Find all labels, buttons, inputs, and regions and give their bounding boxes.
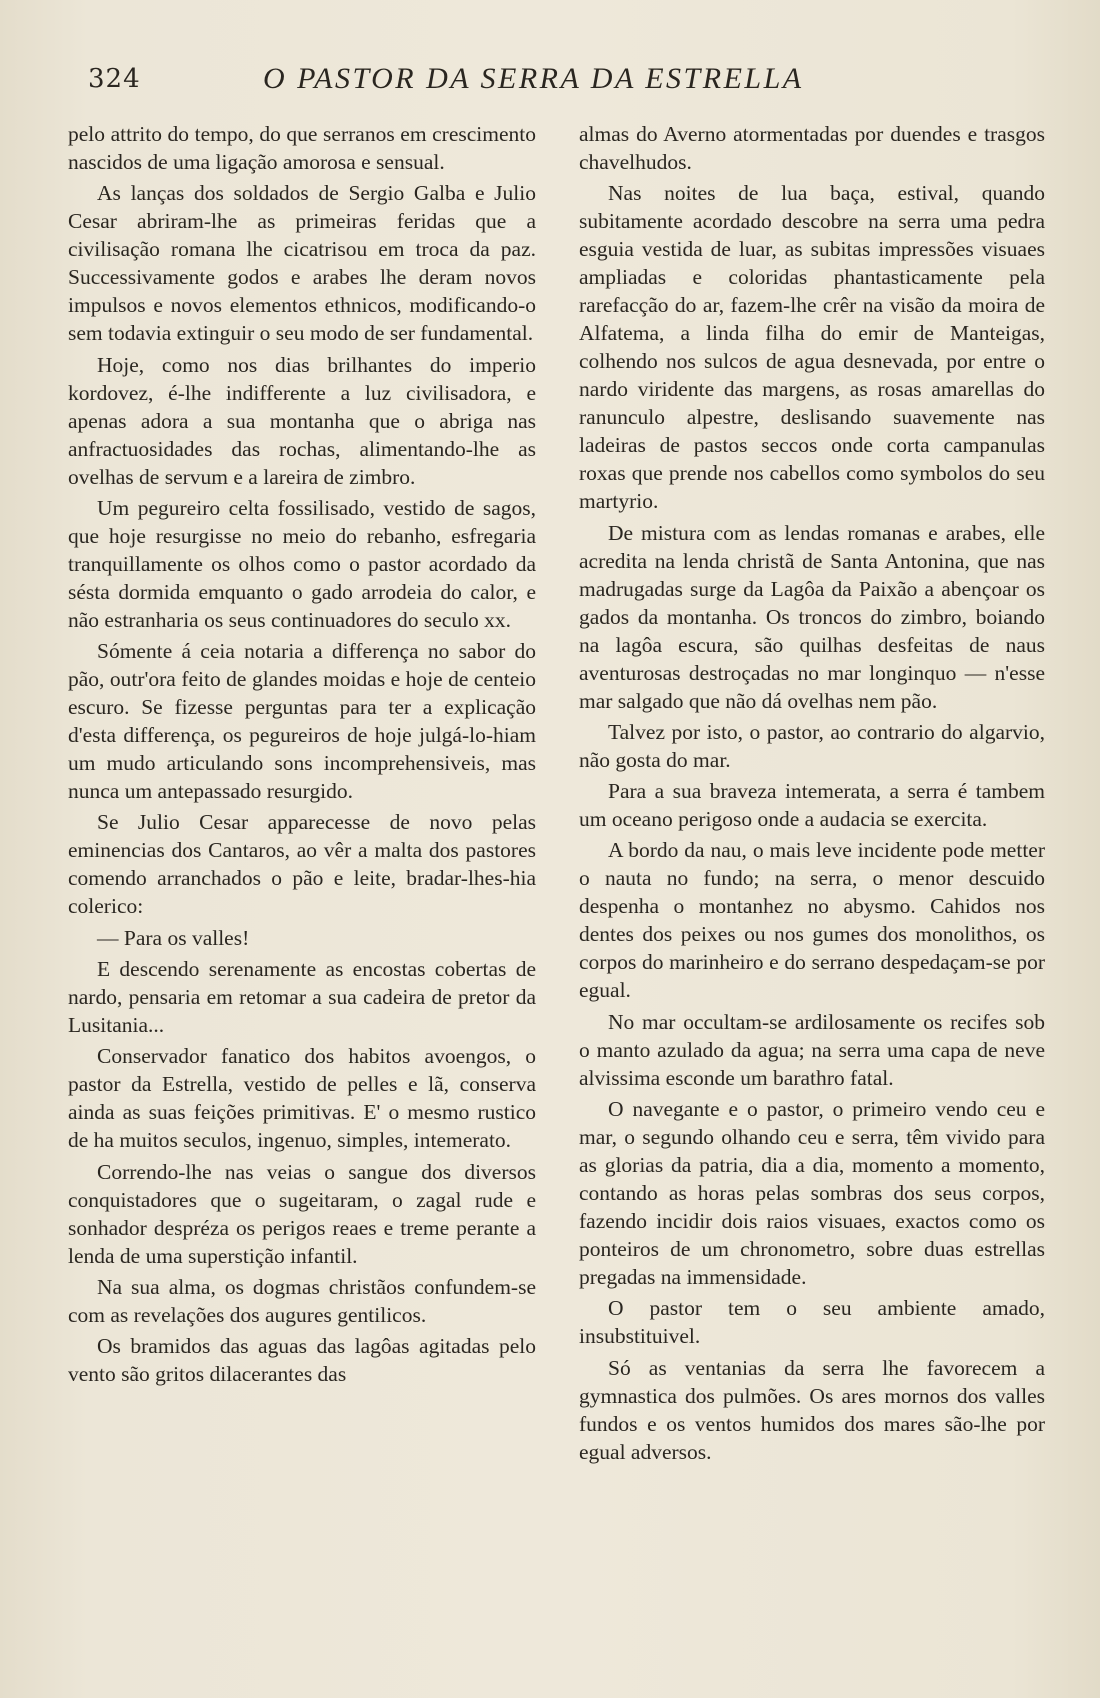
paragraph: Nas noites de lua baça, estival, quando subitamente acordado descobre na serra uma pedra esguia vestida de luar, as subitas impressões visuaes ampliadas e coloridas phantasticamente pela rarefacção do ar, fazem-lhe crêr na visão da moira de Alfatema, a linda filha do emir de Manteigas, colhendo nos sulcos de agua desnevada, por entre o nardo viridente das margens, as rosas amarellas do ranunculo alpestre, deslisando suavemente nas ladeiras de pastos seccos onde corta campanulas roxas que prende nos cabellos como symbolos do seu martyrio. <box>579 181 1045 514</box>
paragraph: E descendo serenamente as encostas cobertas de nardo, pensaria em retomar a sua cadeira de pretor da Lusitania... <box>68 957 536 1038</box>
paragraph: Um pegureiro celta fossilisado, vestido de sagos, que hoje resurgisse no meio do rebanho, esfregaria tranquillamente os olhos como o pastor acordado da sésta dormida emquanto o gado arrodeia do calor, e não estranharia os seus continuadores do seculo xx. <box>68 495 536 632</box>
page-header <box>88 58 1040 98</box>
left-column <box>68 120 536 1388</box>
paragraph: A bordo da nau, o mais leve incidente pode metter o nauta no fundo; na serra, o menor descuido despenha o montanhez no abysmo. Cahidos nos dentes dos peixes ou nos gumes dos monolithos, os corpos do marinheiro e do serrano despedaçam-se por egual. <box>579 838 1045 1003</box>
running-title: O PASTOR DA SERRA DA ESTRELLA <box>263 62 804 95</box>
paragraph: Conservador fanatico dos habitos avoengos, o pastor da Estrella, vestido de pelles e lã, conserva ainda as suas feições primitivas. E' o mesmo rustico de ha muitos seculos, ingenuo, simples, intemerato. <box>68 1044 536 1153</box>
paragraph: almas do Averno atormentadas por duendes e trasgos chavelhudos. <box>579 122 1045 174</box>
paragraph: Os bramidos das aguas das lagôas agitadas pelo vento são gritos dilacerantes das <box>68 1334 536 1387</box>
paragraph: Só as ventanias da serra lhe favorecem a gymnastica dos pulmões. Os ares mornos dos valles fundos e os ventos humidos dos mares são-lhe por egual adversos. <box>579 1355 1045 1464</box>
paragraph: As lanças dos soldados de Sergio Galba e Julio Cesar abriram-lhe as primeiras feridas que a civilisação romana lhe cicatrisou em troca da paz. Successivamente godos e arabes lhe deram novos impulsos e novos elementos ethnicos, modificando-o sem todavia extinguir o seu modo de ser fundamental. <box>68 181 536 346</box>
paragraph: Talvez por isto, o pastor, ao contrario do algarvio, não gosta do mar. <box>579 719 1045 772</box>
paragraph: Sómente á ceia notaria a differença no sabor do pão, outr'ora feito de glandes moidas e hoje de centeio escuro. Se fizesse perguntas para ter a explicação d'esta differença, os pegureiros de hoje julgá-lo-hiam um mudo articulando sons incomprehensiveis, mas nunca um antepassado resurgido. <box>68 639 536 804</box>
paragraph: pelo attrito do tempo, do que serranos em crescimento nascidos de uma ligação amorosa e sensual. <box>68 122 536 174</box>
paragraph: Hoje, como nos dias brilhantes do imperio kordovez, é-lhe indifferente a luz civilisadora, e apenas adora a sua montanha que o abriga nas anfractuosidades das rochas, alimentando-lhe as ovelhas de servum e a lareira de zimbro. <box>68 352 536 489</box>
paragraph: Para a sua braveza intemerata, a serra é tambem um oceano perigoso onde a audacia se exercita. <box>579 779 1045 832</box>
paragraph: Se Julio Cesar apparecesse de novo pelas eminencias dos Cantaros, ao vêr a malta dos pastores comendo arranchados o pão e leite, bradar-lhes-hia colerico: <box>68 810 536 919</box>
paragraph: Na sua alma, os dogmas christãos confundem-se com as revelações dos augures gentilicos. <box>68 1274 536 1327</box>
dialogue-line: — Para os valles! <box>97 925 250 950</box>
page-number: 324 <box>88 64 141 94</box>
paragraph: O pastor tem o seu ambiente amado, insubstituivel. <box>579 1296 1045 1349</box>
paragraph: De mistura com as lendas romanas e arabes, elle acredita na lenda christã de Santa Antonina, que nas madrugadas surge da Lagôa da Paixão a abençoar os gados da montanha. Os troncos do zimbro, boiando na lagôa escura, são quilhas desfeitas de naus aventurosas destroçadas no mar longinquo — n'esse mar salgado que não dá ovelhas nem pão. <box>579 520 1045 713</box>
paragraph: Correndo-lhe nas veias o sangue dos diversos conquistadores que o sugeitaram, o zagal rude e sonhador despréza os perigos reaes e treme perante a lenda de uma superstição infantil. <box>68 1159 536 1268</box>
paragraph: No mar occultam-se ardilosamente os recifes sob o manto azulado da agua; na serra uma capa de neve alvissima esconde um barathro fatal. <box>579 1009 1045 1090</box>
right-column <box>579 120 1045 1466</box>
paragraph: O navegante e o pastor, o primeiro vendo ceu e mar, o segundo olhando ceu e serra, têm vivido para as glorias da patria, dia a dia, momento a momento, contando as horas pelas sombras dos seus corpos, fazendo incidir dois raios visuaes, exactos como os ponteiros de um chronometro, sobre duas estrellas pregadas na immensidade. <box>579 1097 1045 1290</box>
